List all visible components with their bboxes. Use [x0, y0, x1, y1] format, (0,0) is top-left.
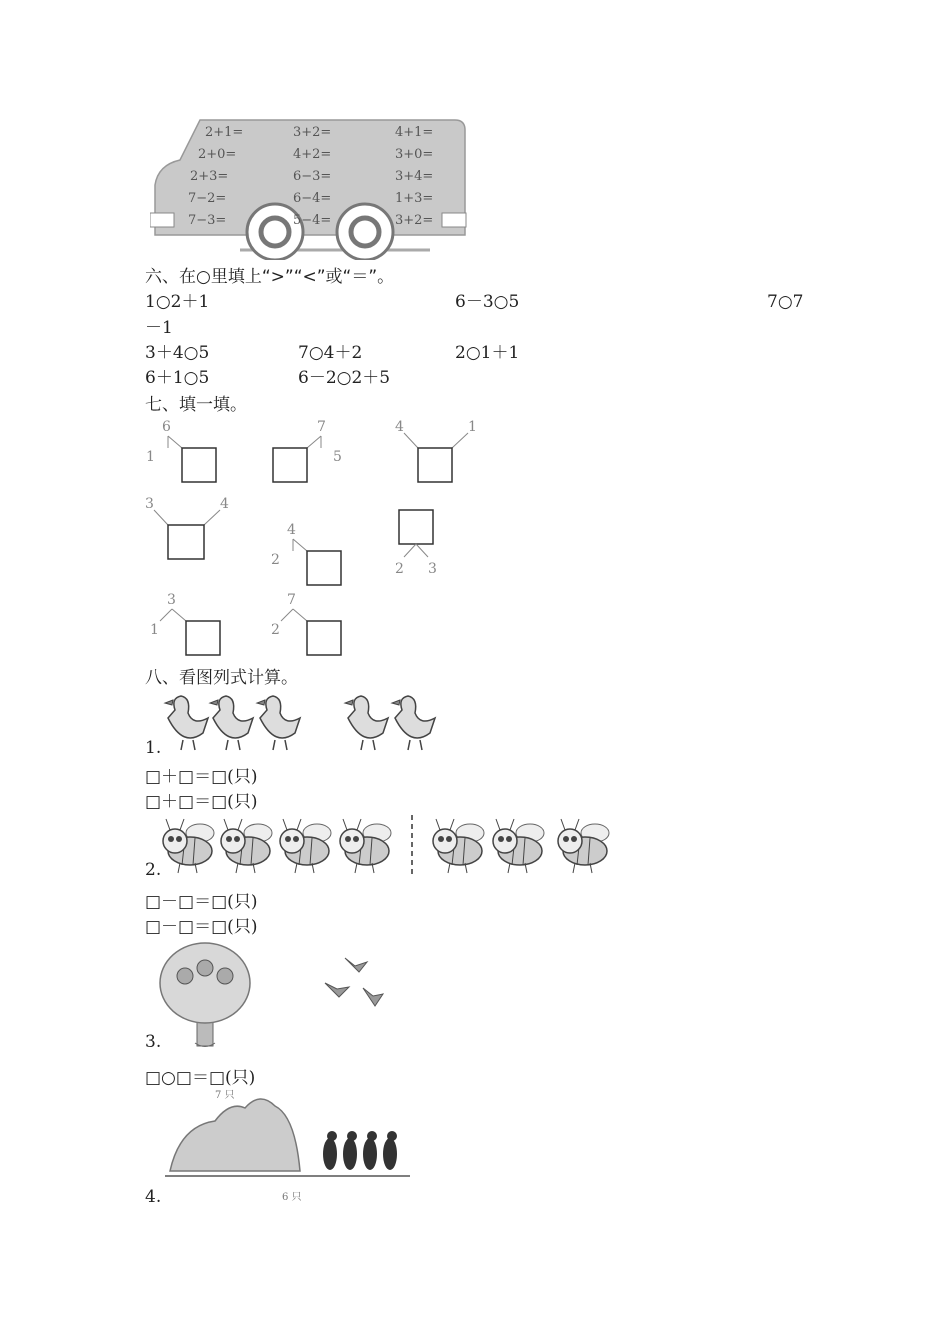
svg-text:5: 5: [333, 449, 342, 465]
svg-text:6 只: 6 只: [282, 1192, 302, 1203]
svg-text:7: 7: [287, 592, 296, 608]
equation-line: □＋□＝□(只): [145, 767, 258, 787]
svg-text:3: 3: [428, 561, 437, 577]
bus-equation: 2+0=: [198, 147, 237, 162]
bus-illustration: [150, 115, 470, 260]
compare-item-cont: －1: [145, 318, 173, 338]
bee-icon: [493, 819, 544, 873]
number-bond: [140, 492, 240, 567]
bee-icon: [221, 819, 272, 873]
svg-text:2: 2: [271, 622, 280, 638]
svg-text:7: 7: [317, 419, 326, 435]
equation-line: □－□＝□(只): [145, 892, 258, 912]
compare-item: 6－2○2＋5: [298, 368, 391, 388]
number-bond: [390, 507, 450, 582]
compare-item: 3＋4○5: [145, 343, 210, 363]
compare-item: 1○2＋1: [145, 292, 210, 312]
number-bond: [265, 588, 355, 663]
equation-line: □－□＝□(只): [145, 917, 258, 937]
svg-text:4: 4: [220, 496, 229, 512]
bus-equation: 7−3=: [188, 213, 227, 228]
duck-icon: [345, 696, 388, 750]
answer-box: [168, 525, 204, 559]
svg-text:3: 3: [145, 496, 154, 512]
problem-number: 1.: [145, 738, 162, 758]
bus-equation: 3+2=: [293, 125, 332, 140]
bus-equation: 1+3=: [395, 191, 434, 206]
svg-text:2: 2: [271, 552, 280, 568]
bus-equation: 2+3=: [190, 169, 229, 184]
bus-equation: 4+2=: [293, 147, 332, 162]
duck-icon: [165, 696, 208, 750]
number-bond: [390, 415, 490, 490]
problem-number: 2.: [145, 860, 162, 880]
svg-text:4: 4: [395, 419, 404, 435]
equation-line: □○□＝□(只): [145, 1068, 256, 1088]
bus-equation: 7−2=: [188, 191, 227, 206]
answer-box: [273, 448, 307, 482]
svg-text:1: 1: [146, 449, 155, 465]
number-bond: [140, 588, 230, 663]
section8-heading: 八、看图列式计算。: [145, 668, 298, 688]
compare-item: 6－3○5: [455, 292, 520, 312]
answer-box: [399, 510, 433, 544]
problem-number: 3.: [145, 1032, 162, 1052]
svg-text:7 只: 7 只: [215, 1090, 235, 1101]
duck-icon: [210, 696, 253, 750]
svg-text:1: 1: [468, 419, 477, 435]
answer-box: [418, 448, 452, 482]
section7-heading: 七、填一填。: [145, 395, 247, 415]
bus-equation: 3+2=: [395, 213, 434, 228]
tree-birds-illustration: [155, 938, 385, 1050]
number-bond: [265, 415, 355, 490]
answer-box: [182, 448, 216, 482]
answer-box: [307, 551, 341, 585]
duck-icon: [392, 696, 435, 750]
bus-equation: 6−3=: [293, 169, 332, 184]
bee-icon: [433, 819, 484, 873]
svg-text:6: 6: [162, 419, 171, 435]
bee-icon: [280, 819, 331, 873]
bus-equation: 2+1=: [205, 125, 244, 140]
bee-icon: [340, 819, 391, 873]
answer-box: [186, 621, 220, 655]
compare-item: 6＋1○5: [145, 368, 210, 388]
duck-icon: [257, 696, 300, 750]
compare-item: 7○4＋2: [298, 343, 363, 363]
compare-item: 7○7: [767, 292, 804, 312]
compare-item: 2○1＋1: [455, 343, 520, 363]
svg-text:3: 3: [167, 592, 176, 608]
bus-equation: 6−4=: [293, 191, 332, 206]
equation-line: □＋□＝□(只): [145, 792, 258, 812]
bus-equation: 5−4=: [293, 213, 332, 228]
section6-heading: 六、在○里填上“>”“<”或“＝”。: [145, 267, 395, 287]
svg-text:4: 4: [287, 522, 296, 538]
answer-box: [307, 621, 341, 655]
mountain-penguins-illustration: [160, 1086, 415, 1204]
svg-text:1: 1: [150, 622, 159, 638]
bee-icon: [558, 819, 609, 873]
bee-icon: [163, 819, 214, 873]
svg-text:2: 2: [395, 561, 404, 577]
bus-equation: 3+4=: [395, 169, 434, 184]
bees-illustration: [155, 813, 625, 879]
number-bond: [265, 518, 355, 593]
number-bond: [140, 415, 230, 490]
ducks-illustration: [158, 688, 443, 754]
bus-equation: 3+0=: [395, 147, 434, 162]
bus-equation: 4+1=: [395, 125, 434, 140]
problem-number: 4.: [145, 1187, 162, 1207]
